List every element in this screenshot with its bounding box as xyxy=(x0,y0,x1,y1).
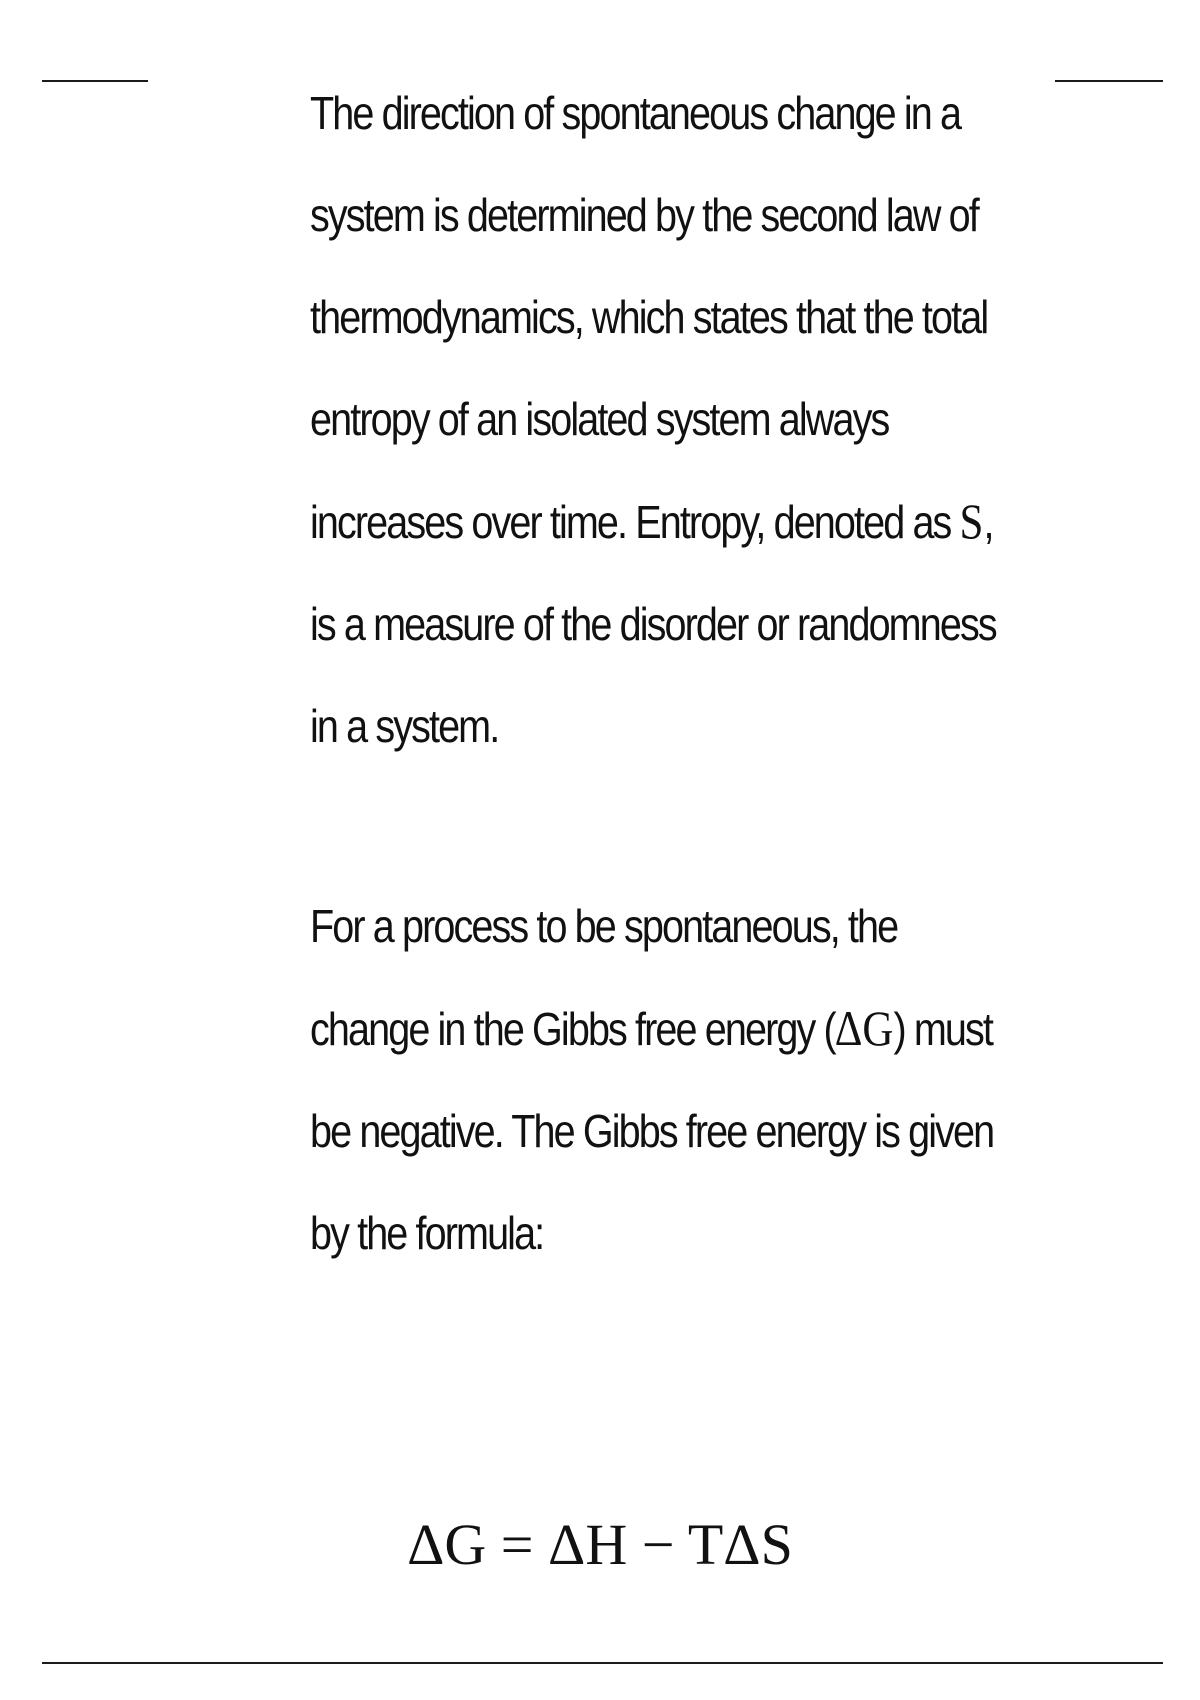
gibbs-paragraph xyxy=(310,875,1007,1284)
gibbs-equation: ΔG = ΔH − TΔS xyxy=(407,1512,793,1577)
text-column xyxy=(310,62,1010,1284)
entropy-paragraph xyxy=(310,62,1007,777)
entropy-paragraph-text-end: , is a measure of the disorder or randomness in a system. xyxy=(310,496,996,752)
entropy-symbol: S xyxy=(959,493,984,549)
gibbs-paragraph-text-end: ) must be negative. The Gibbs free energy is given by the formula: xyxy=(310,1003,994,1259)
top-left-rule xyxy=(42,80,148,82)
delta-g-symbol: ΔG xyxy=(834,1000,894,1056)
bottom-rule xyxy=(42,1662,1163,1664)
top-right-rule xyxy=(1055,80,1163,82)
gibbs-paragraph-text-start: For a process to be spontaneous, the change in the Gibbs free energy ( xyxy=(310,900,898,1055)
entropy-paragraph-text-start: The direction of spontaneous change in a system is determined by the second law of thermodynamics, which states that the total entropy of an isolated system always increases over time. Entropy, denoted as xyxy=(310,87,988,548)
